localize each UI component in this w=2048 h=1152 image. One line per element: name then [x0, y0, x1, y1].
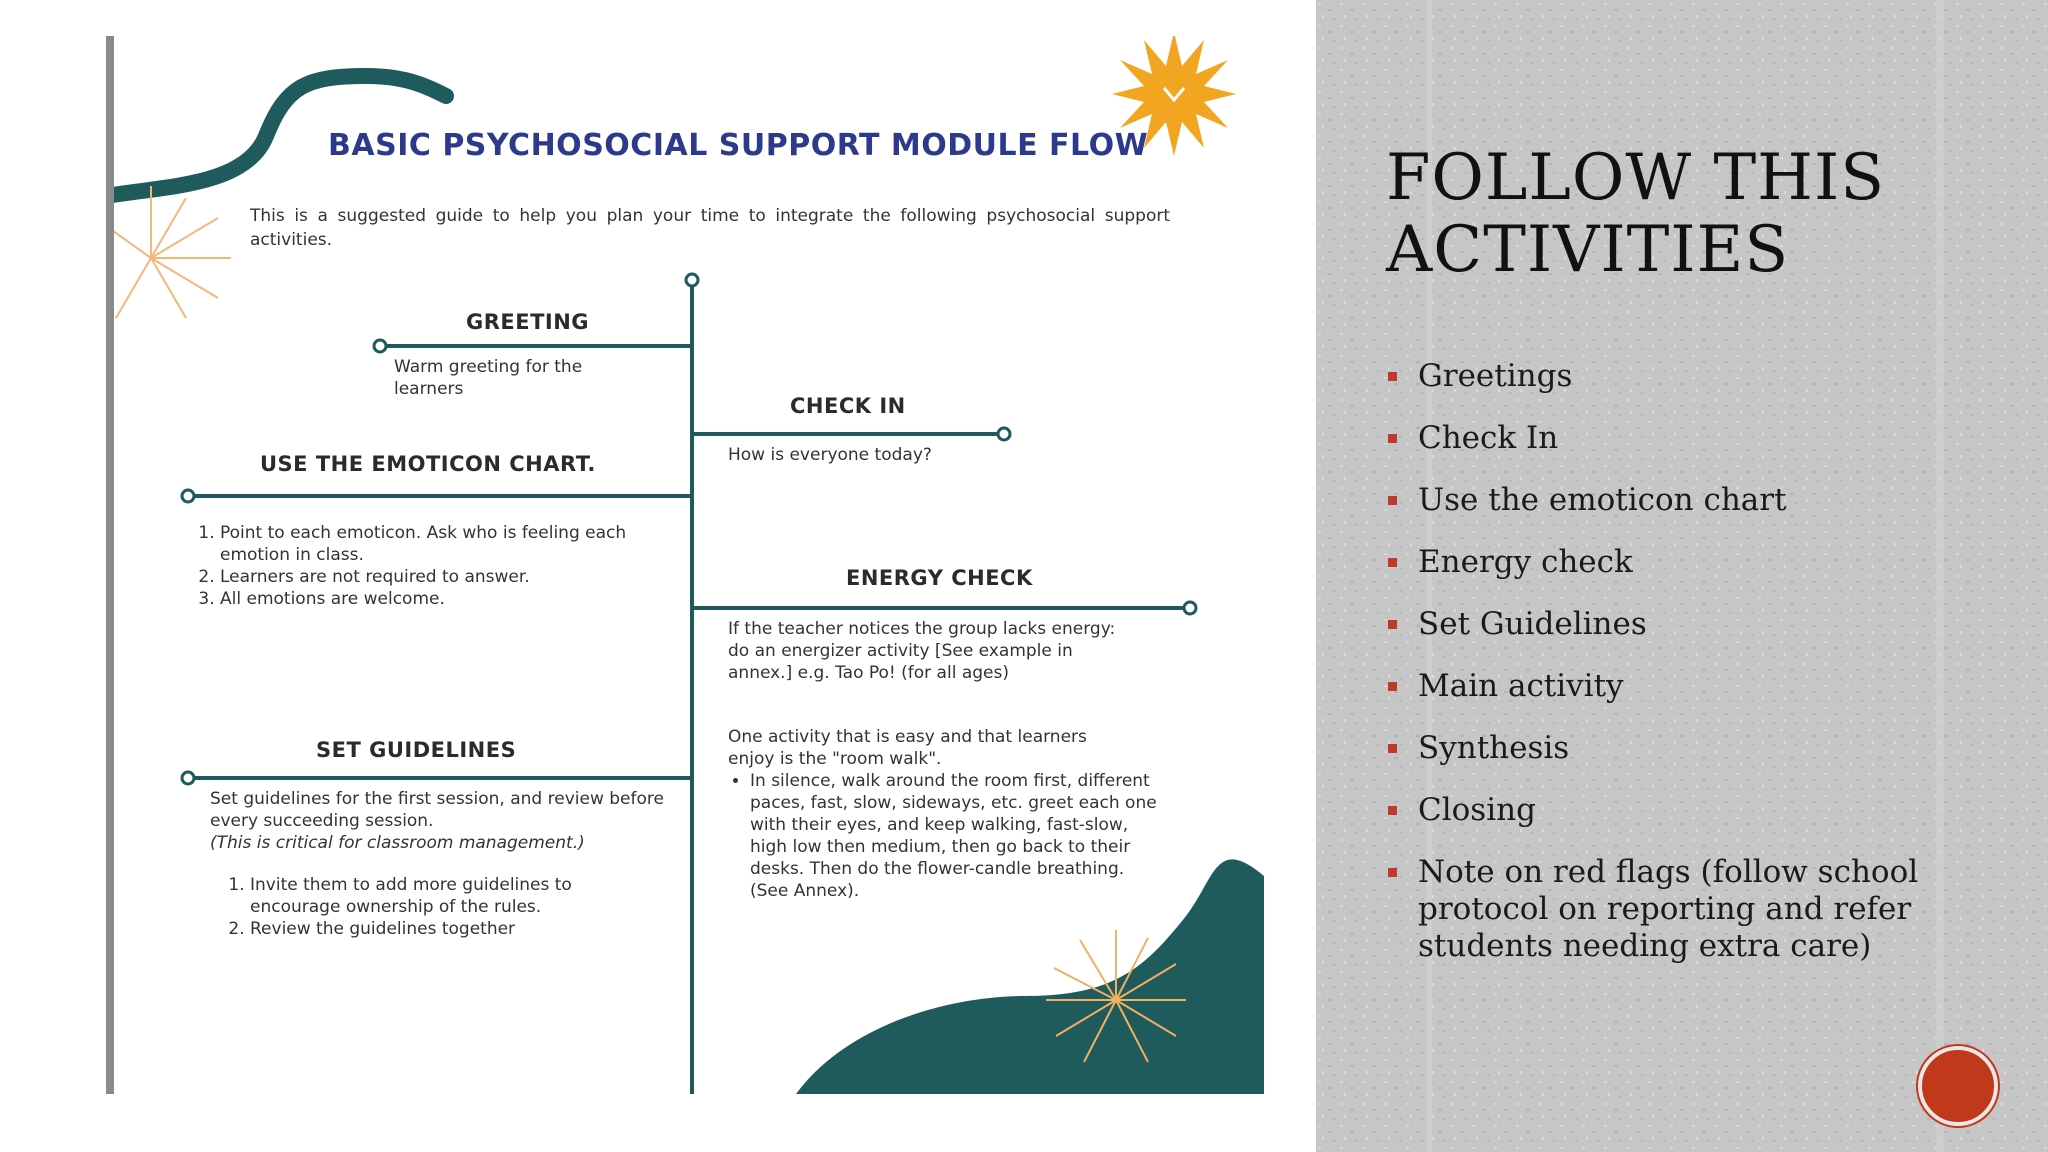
list-item: Set Guidelines: [1386, 606, 2006, 643]
bullet-square-icon: [1388, 744, 1397, 753]
emoticon-title: USE THE EMOTICON CHART.: [260, 452, 596, 476]
energy-text-2: One activity that is easy and that learners enjoy is the "room walk".: [728, 727, 1087, 769]
bullet-square-icon: [1388, 682, 1397, 691]
list-item: 1. Invite them to add more guidelines to encourage ownership of the rules.: [250, 874, 648, 918]
greeting-text: Warm greeting for the learners: [394, 357, 583, 399]
check-in-text: How is everyone today?: [728, 445, 932, 465]
left-sunburst-decoration: [106, 186, 231, 318]
left-accent-bar: [106, 36, 114, 1094]
list-item: 1. Point to each emoticon. Ask who is feeling each emotion in class.: [220, 522, 658, 566]
bullet-square-icon: [1388, 806, 1397, 815]
list-item: Use the emoticon chart: [1386, 482, 2006, 519]
slide-title: FOLLOW THIS ACTIVITIES: [1386, 141, 1886, 287]
list-item: 3. All emotions are welcome.: [220, 588, 658, 610]
bullet-square-icon: [1388, 434, 1397, 443]
check-in-title: CHECK IN: [790, 394, 906, 418]
energy-text: If the teacher notices the group lacks energy: do an energizer activity [See example in annex.] e.g. Tao Po! (for all ages): [728, 619, 1116, 683]
poster-intro: This is a suggested guide to help you plan your time to integrate the following psychosocial support activities.: [250, 206, 1170, 250]
list-item: Synthesis: [1386, 730, 2006, 767]
guidelines-text: Set guidelines for the first session, and review before every succeeding session.: [210, 789, 664, 831]
emoticon-list: [198, 522, 658, 610]
list-item: 2. Learners are not required to answer.: [220, 566, 658, 588]
list-item: Closing: [1386, 792, 2006, 829]
right-panel: [1316, 0, 2048, 1152]
bullet-square-icon: [1388, 372, 1397, 381]
guidelines-note: (This is critical for classroom management.): [210, 833, 585, 853]
list-item: Energy check: [1386, 544, 2006, 581]
guidelines-list: [228, 874, 648, 940]
bullet-square-icon: [1388, 620, 1397, 629]
poster-image: [106, 36, 1264, 1094]
bullet-square-icon: [1388, 868, 1397, 877]
list-item: • In silence, walk around the room first, different paces, fast, slow, sideways, etc. greet each one with their eyes, and keep walking, fast-slow, high low then medium, then go back to their desks. Then do the flower-candle breathing. (See Annex).: [750, 770, 1158, 902]
guidelines-title: SET GUIDELINES: [316, 738, 517, 762]
list-item: Main activity: [1386, 668, 2006, 705]
list-item: Note on red flags (follow school protocol on reporting and refer students needing extra care): [1386, 854, 2006, 965]
bullet-square-icon: [1388, 496, 1397, 505]
activities-list: [1386, 358, 2006, 990]
list-item: Check In: [1386, 420, 2006, 457]
list-item: Greetings: [1386, 358, 2006, 395]
energy-title: ENERGY CHECK: [846, 566, 1033, 590]
energy-bullet-list: [728, 770, 1158, 902]
bullet-square-icon: [1388, 558, 1397, 567]
greeting-title: GREETING: [466, 310, 590, 334]
poster-title: BASIC PSYCHOSOCIAL SUPPORT MODULE FLOW: [328, 128, 1149, 163]
corner-circle-decoration: [1918, 1046, 1998, 1126]
list-item: 2. Review the guidelines together: [250, 918, 648, 940]
